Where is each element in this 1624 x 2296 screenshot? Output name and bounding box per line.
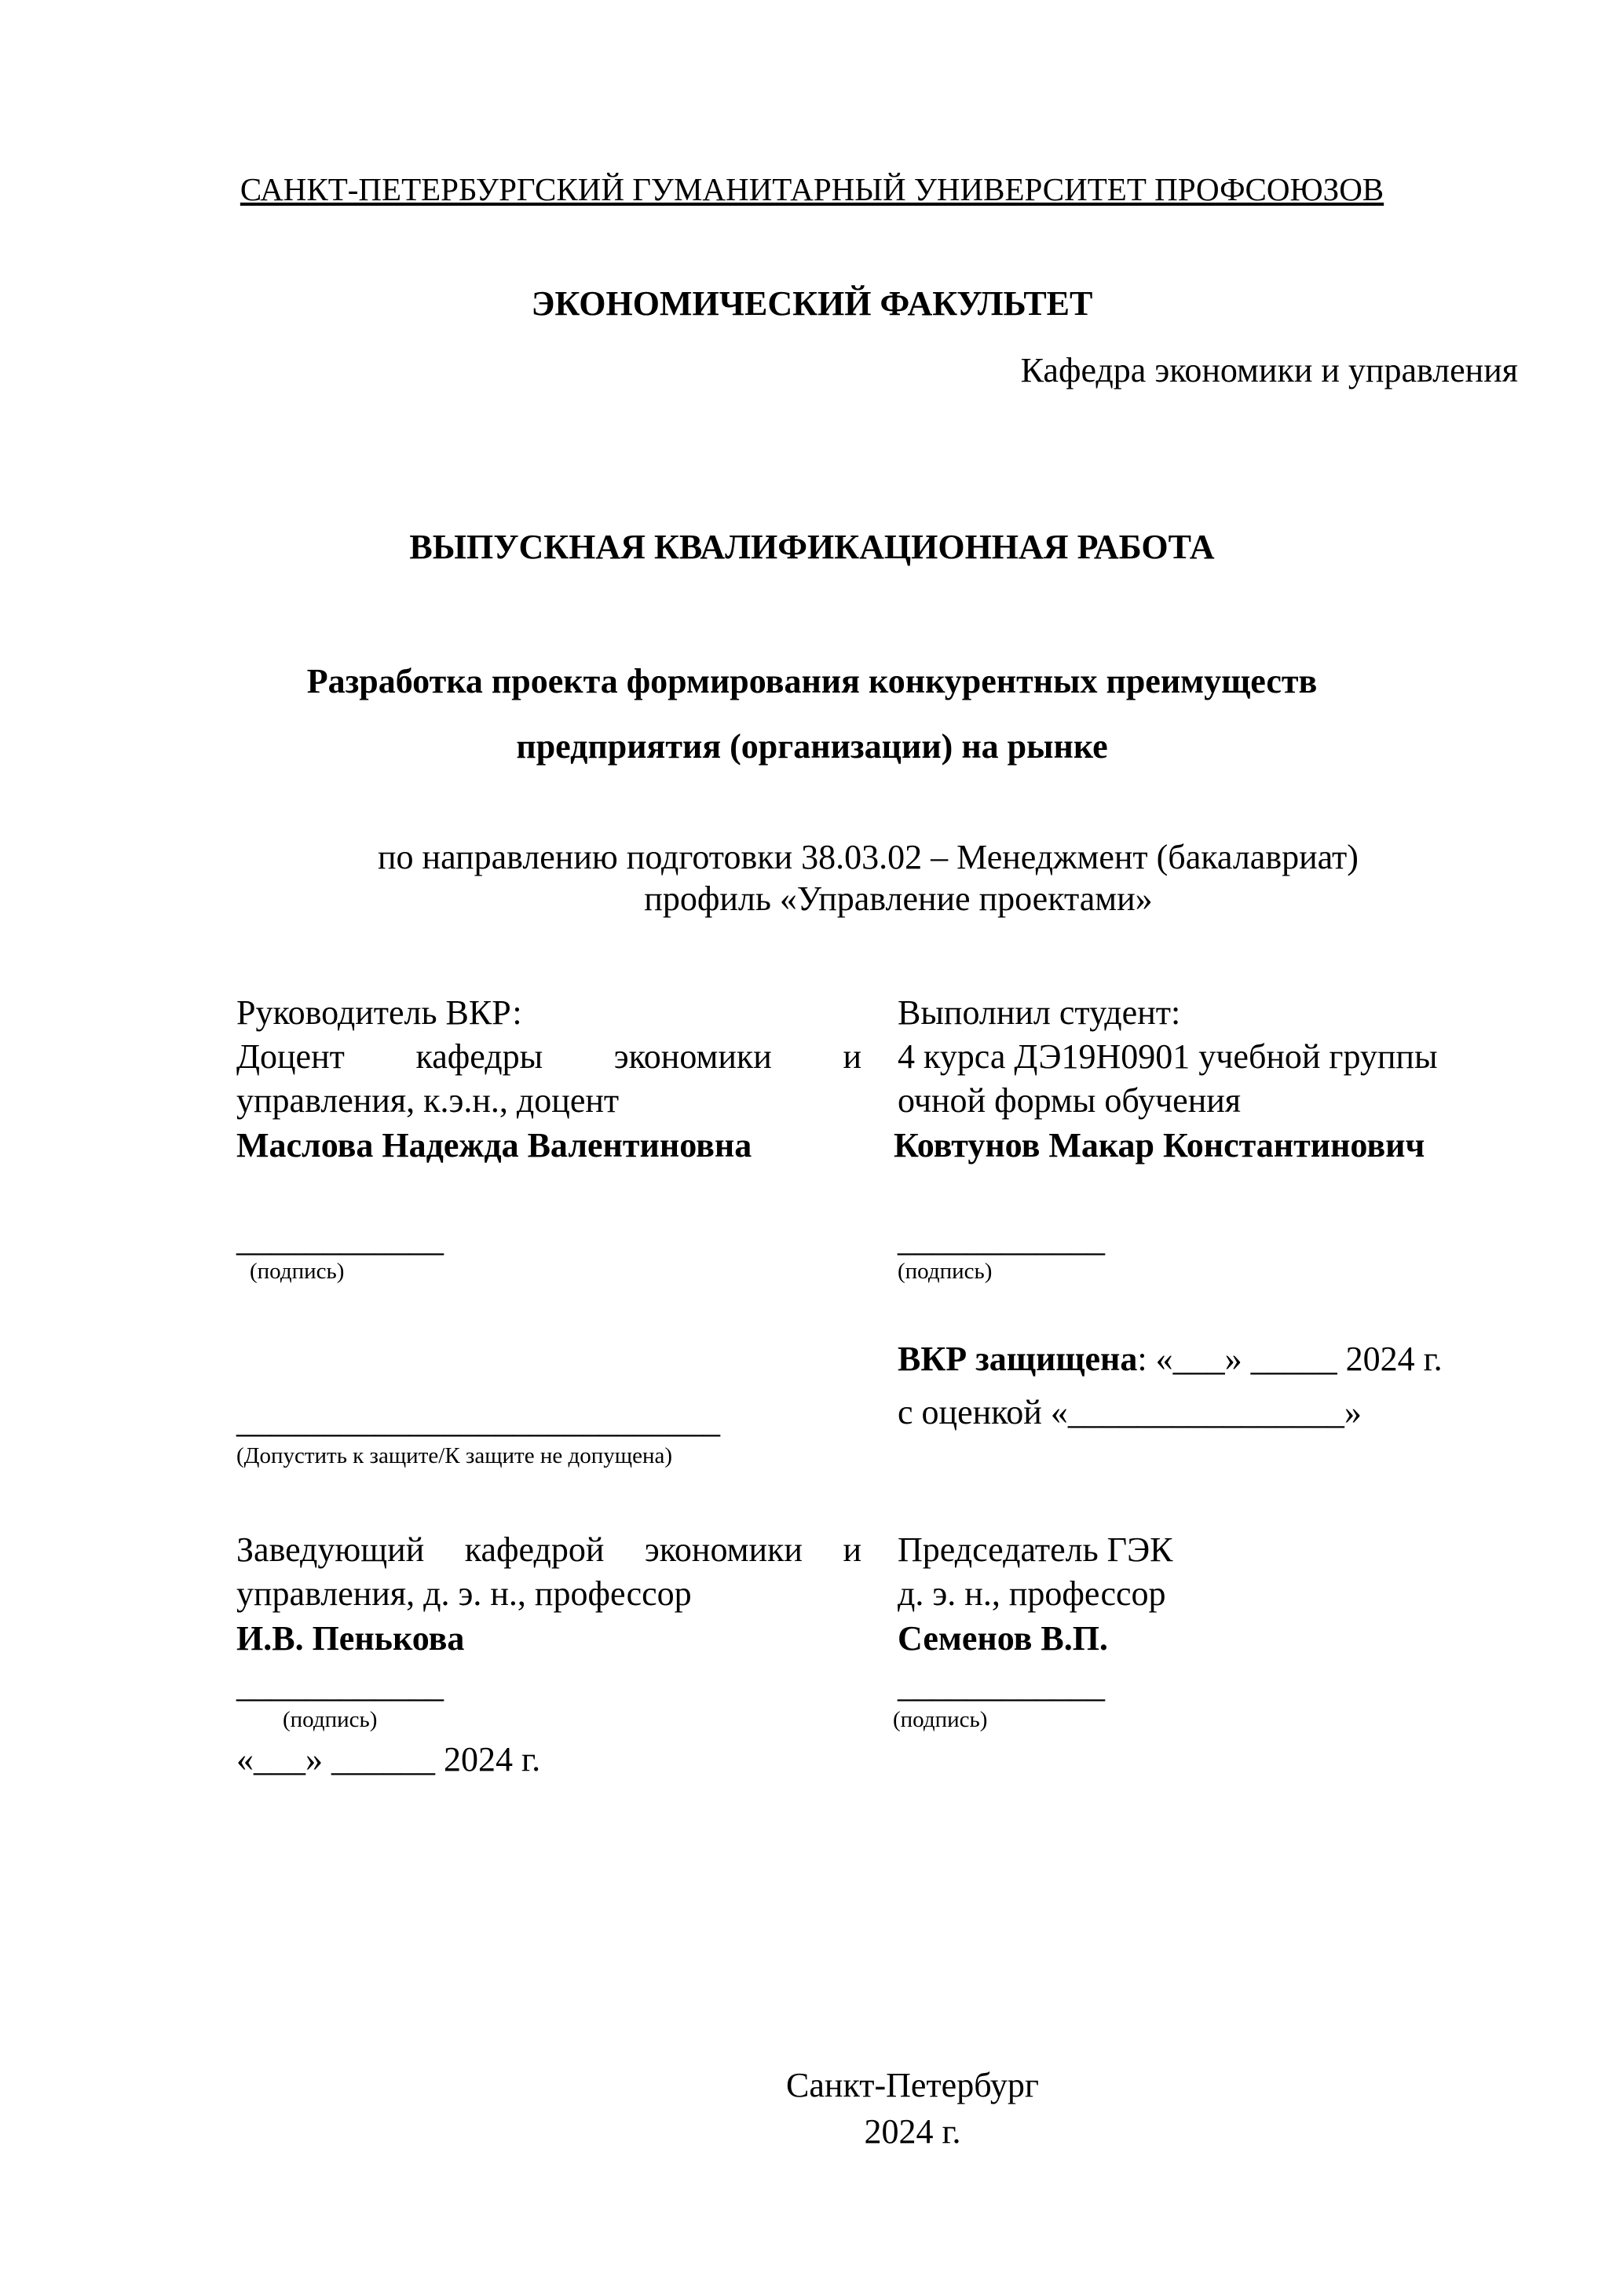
defense-label: ВКР защищена xyxy=(898,1340,1138,1378)
footer-city: Санкт-Петербург xyxy=(786,2066,1039,2104)
supervisor-name: Маслова Надежда Валентиновна xyxy=(236,1126,752,1164)
supervisor-signature-caption: (подпись) xyxy=(250,1259,345,1284)
gek-name: Семенов В.П. xyxy=(898,1619,1108,1658)
direction: по направлению подготовки 38.03.02 – Менеджмент (бакалавриат) xyxy=(378,838,1359,876)
work-type: ВЫПУСКНАЯ КВАЛИФИКАЦИОННАЯ РАБОТА xyxy=(409,528,1215,566)
gek-position-2: д. э. н., профессор xyxy=(898,1574,1166,1613)
admission-line: ____________________________ xyxy=(236,1402,720,1440)
head-position-2: управления, д. э. н., профессор xyxy=(236,1574,692,1613)
student-group-1: 4 курса ДЭ19Н0901 учебной группы xyxy=(898,1037,1438,1076)
profile: профиль «Управление проектами» xyxy=(644,879,1153,918)
student-label: Выполнил студент: xyxy=(898,993,1181,1032)
student-signature-caption: (подпись) xyxy=(898,1259,993,1284)
supervisor-position-1: Доцент кафедры экономики и xyxy=(236,1037,861,1076)
defense-grade: с оценкой «________________» xyxy=(898,1393,1362,1431)
department-name: Кафедра экономики и управления xyxy=(1020,351,1518,389)
student-signature-line: ____________ xyxy=(898,1220,1105,1259)
defense-date: : «___» _____ 2024 г. xyxy=(1137,1340,1443,1378)
gek-signature-caption: (подпись) xyxy=(893,1707,988,1732)
faculty-name: ЭКОНОМИЧЕСКИЙ ФАКУЛЬТЕТ xyxy=(531,284,1093,323)
head-position-1: Заведующий кафедрой экономики и xyxy=(236,1530,861,1569)
student-name: Ковтунов Макар Константинович xyxy=(894,1126,1425,1164)
title-line-1: Разработка проекта формирования конкурентных преимуществ xyxy=(306,662,1318,700)
head-date: «___» ______ 2024 г. xyxy=(236,1740,541,1779)
gek-signature-line: ____________ xyxy=(898,1666,1105,1705)
supervisor-label: Руководитель ВКР: xyxy=(236,993,522,1032)
gek-position-1: Председатель ГЭК xyxy=(898,1530,1173,1569)
title-line-2: предприятия (организации) на рынке xyxy=(516,727,1108,766)
head-signature-line: ____________ xyxy=(236,1666,444,1705)
footer-year: 2024 г. xyxy=(864,2112,961,2151)
supervisor-position-2: управления, к.э.н., доцент xyxy=(236,1081,620,1120)
admission-caption: (Допустить к защите/К защите не допущена) xyxy=(236,1443,673,1468)
supervisor-signature-line: ____________ xyxy=(236,1220,444,1259)
defense-status xyxy=(898,1339,1443,1380)
student-group-2: очной формы обучения xyxy=(898,1081,1242,1120)
university-name: САНКТ-ПЕТЕРБУРГСКИЙ ГУМАНИТАРНЫЙ УНИВЕРСИТЕТ ПРОФСОЮЗОВ xyxy=(240,171,1384,207)
head-signature-caption: (подпись) xyxy=(283,1707,378,1732)
head-name: И.В. Пенькова xyxy=(236,1619,465,1658)
